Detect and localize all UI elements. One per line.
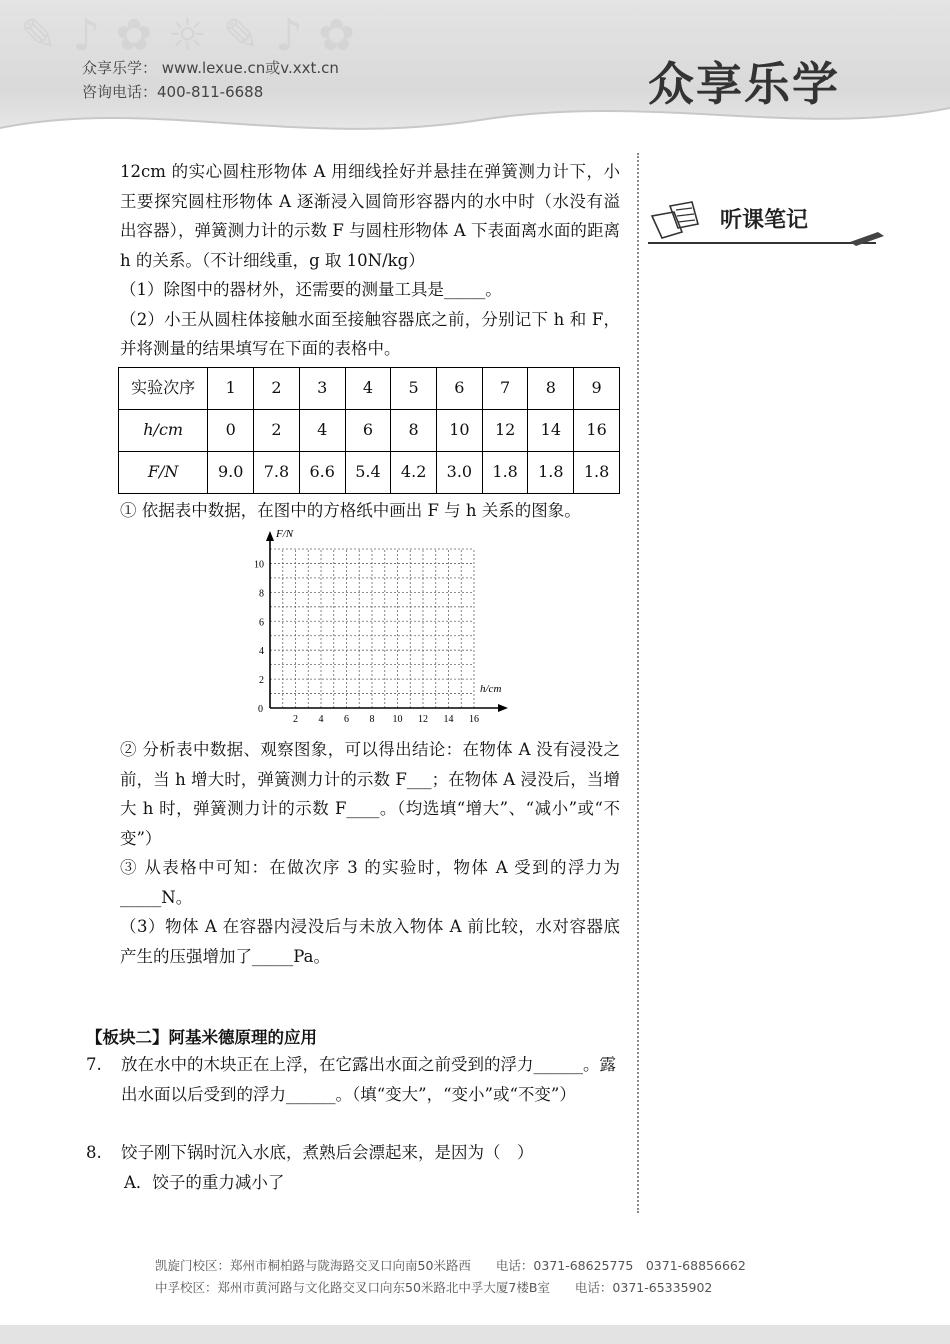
x-tick-label: 10: [392, 714, 403, 725]
footer-campus-2: 中孚校区：郑州市黄河路与文化路交叉口向东50米路北中孚大厦7楼B室 电话：0371-65335902: [155, 1280, 713, 1295]
header-pattern: ✎ ♪ ✿ ☼ ✎ ♪ ✿: [20, 10, 355, 61]
table-cell: 2: [254, 409, 300, 451]
x-axis-arrow: [498, 704, 508, 712]
table-cell: 4: [345, 367, 391, 409]
y-tick-label: 8: [259, 588, 264, 600]
question-1: （1）除图中的器材外，还需要的测量工具是_____。: [120, 280, 502, 299]
table-cell: 7.8: [254, 451, 300, 493]
table-cell: 2: [254, 367, 300, 409]
pencil-icon: [848, 230, 888, 248]
table-cell: 12: [482, 409, 528, 451]
page-footer: [0, 1250, 950, 1344]
step-3: ③ 从表格中可知：在做次序 3 的实验时，物体 A 受到的浮力为_____N。: [120, 858, 620, 907]
question-number: 7.: [86, 1055, 102, 1074]
block-two-title: 【板块二】阿基米德原理的应用: [86, 1028, 317, 1047]
table-cell: 实验次序: [119, 367, 208, 409]
y-tick-label: 4: [259, 646, 264, 658]
footer-campus-1: 凯旋门校区：郑州市桐柏路与陇海路交叉口向南50米路西 电话：0371-68625775 0371-68856662: [155, 1258, 746, 1273]
question-7: [86, 1050, 616, 1109]
graph-area: [120, 525, 620, 735]
x-tick-label: 12: [418, 714, 428, 725]
table-cell: 8: [391, 409, 437, 451]
x-axis-label: h/cm: [480, 683, 502, 695]
intro-paragraph: 12cm 的实心圆柱形物体 A 用细线拴好并悬挂在弹簧测力计下，小王要探究圆柱形物体 A 逐渐浸入圆筒形容器内的水中时（水没有溢出容器），弹簧测力计的示数 F 与圆柱形物体 A 下表面离水面的距离 h 的关系。（不计细线重，g 取 10N/kg）: [120, 162, 620, 270]
y-axis-label: F/N: [276, 528, 294, 540]
y-axis-arrow: [266, 531, 274, 541]
step-1: ① 依据表中数据，在图中的方格纸中画出 F 与 h 关系的图象。: [120, 500, 581, 520]
column-divider: [637, 153, 639, 1213]
table-cell: 3.0: [437, 451, 483, 493]
table-cell: 6: [437, 367, 483, 409]
question-text: 放在水中的木块正在上浮，在它露出水面之前受到的浮力______。露出水面以后受到的浮力______。（填“变大”，“变小”或“不变”）: [121, 1055, 616, 1104]
question-8: [86, 1138, 616, 1197]
blank-grid-chart: [240, 525, 520, 735]
notes-title: 听课笔记: [720, 208, 809, 233]
table-cell: 9.0: [208, 451, 254, 493]
table-cell: 1: [208, 367, 254, 409]
table-row: [119, 451, 620, 493]
option-a: A．饺子的重力减小了: [124, 1172, 285, 1192]
notes-underline: [648, 242, 876, 244]
table-cell: 5.4: [345, 451, 391, 493]
table-cell: F/N: [119, 451, 208, 493]
origin-label: 0: [258, 704, 263, 715]
header-phone: 咨询电话：400-811-6688: [82, 83, 264, 101]
x-tick-label: 4: [318, 714, 324, 725]
x-tick-label: 8: [369, 714, 375, 725]
notes-panel: [648, 198, 888, 258]
table-cell: 1.8: [482, 451, 528, 493]
step-2: ② 分析表中数据、观察图象，可以得出结论：在物体 A 没有浸没之前，当 h 增大时，弹簧测力计的示数 F___；在物体 A 浸没后，当增大 h 时，弹簧测力计的示数 F____。（均选填“增大”、“减小”或“不变”）: [120, 740, 620, 848]
page-header: [0, 0, 950, 150]
table-cell: 10: [437, 409, 483, 451]
header-website: 众享乐学： www.lexue.cn或v.xxt.cn: [82, 59, 339, 77]
table-cell: 8: [528, 367, 574, 409]
table-cell: 6.6: [299, 451, 345, 493]
table-cell: 9: [574, 367, 620, 409]
table-cell: 1.8: [528, 451, 574, 493]
table-cell: 16: [574, 409, 620, 451]
question-2: （2）小王从圆柱体接触水面至接触容器底之前，分别记下 h 和 F，并将测量的结果填写在下面的表格中。: [120, 309, 620, 358]
y-tick-label: 6: [259, 617, 264, 629]
question-content: [120, 157, 620, 971]
x-tick-label: 14: [443, 714, 454, 725]
table-cell: 14: [528, 409, 574, 451]
brand-logo: 众享乐学: [648, 57, 840, 111]
table-cell: 3: [299, 367, 345, 409]
question-number: 8.: [86, 1143, 102, 1162]
question-text: 饺子刚下锅时沉入水底，煮熟后会漂起来，是因为（ ）: [121, 1143, 534, 1162]
footer-band: [0, 1325, 950, 1344]
question-3: （3）物体 A 在容器内浸没后与未放入物体 A 前比较，水对容器底产生的压强增加了_____Pa。: [120, 917, 620, 966]
table-cell: 6: [345, 409, 391, 451]
table-cell: 4: [299, 409, 345, 451]
table-cell: 1.8: [574, 451, 620, 493]
table-row: [119, 367, 620, 409]
x-tick-label: 16: [469, 714, 479, 725]
y-tick-label: 10: [254, 559, 264, 571]
table-cell: 4.2: [391, 451, 437, 493]
table-cell: 0: [208, 409, 254, 451]
x-tick-label: 6: [344, 714, 349, 725]
x-tick-label: 2: [293, 714, 298, 725]
table-cell: 7: [482, 367, 528, 409]
table-row: [119, 409, 620, 451]
table-cell: h/cm: [119, 409, 208, 451]
notes-icon: [648, 198, 718, 246]
table-cell: 5: [391, 367, 437, 409]
y-tick-label: 2: [259, 675, 264, 687]
data-table: [118, 367, 620, 494]
